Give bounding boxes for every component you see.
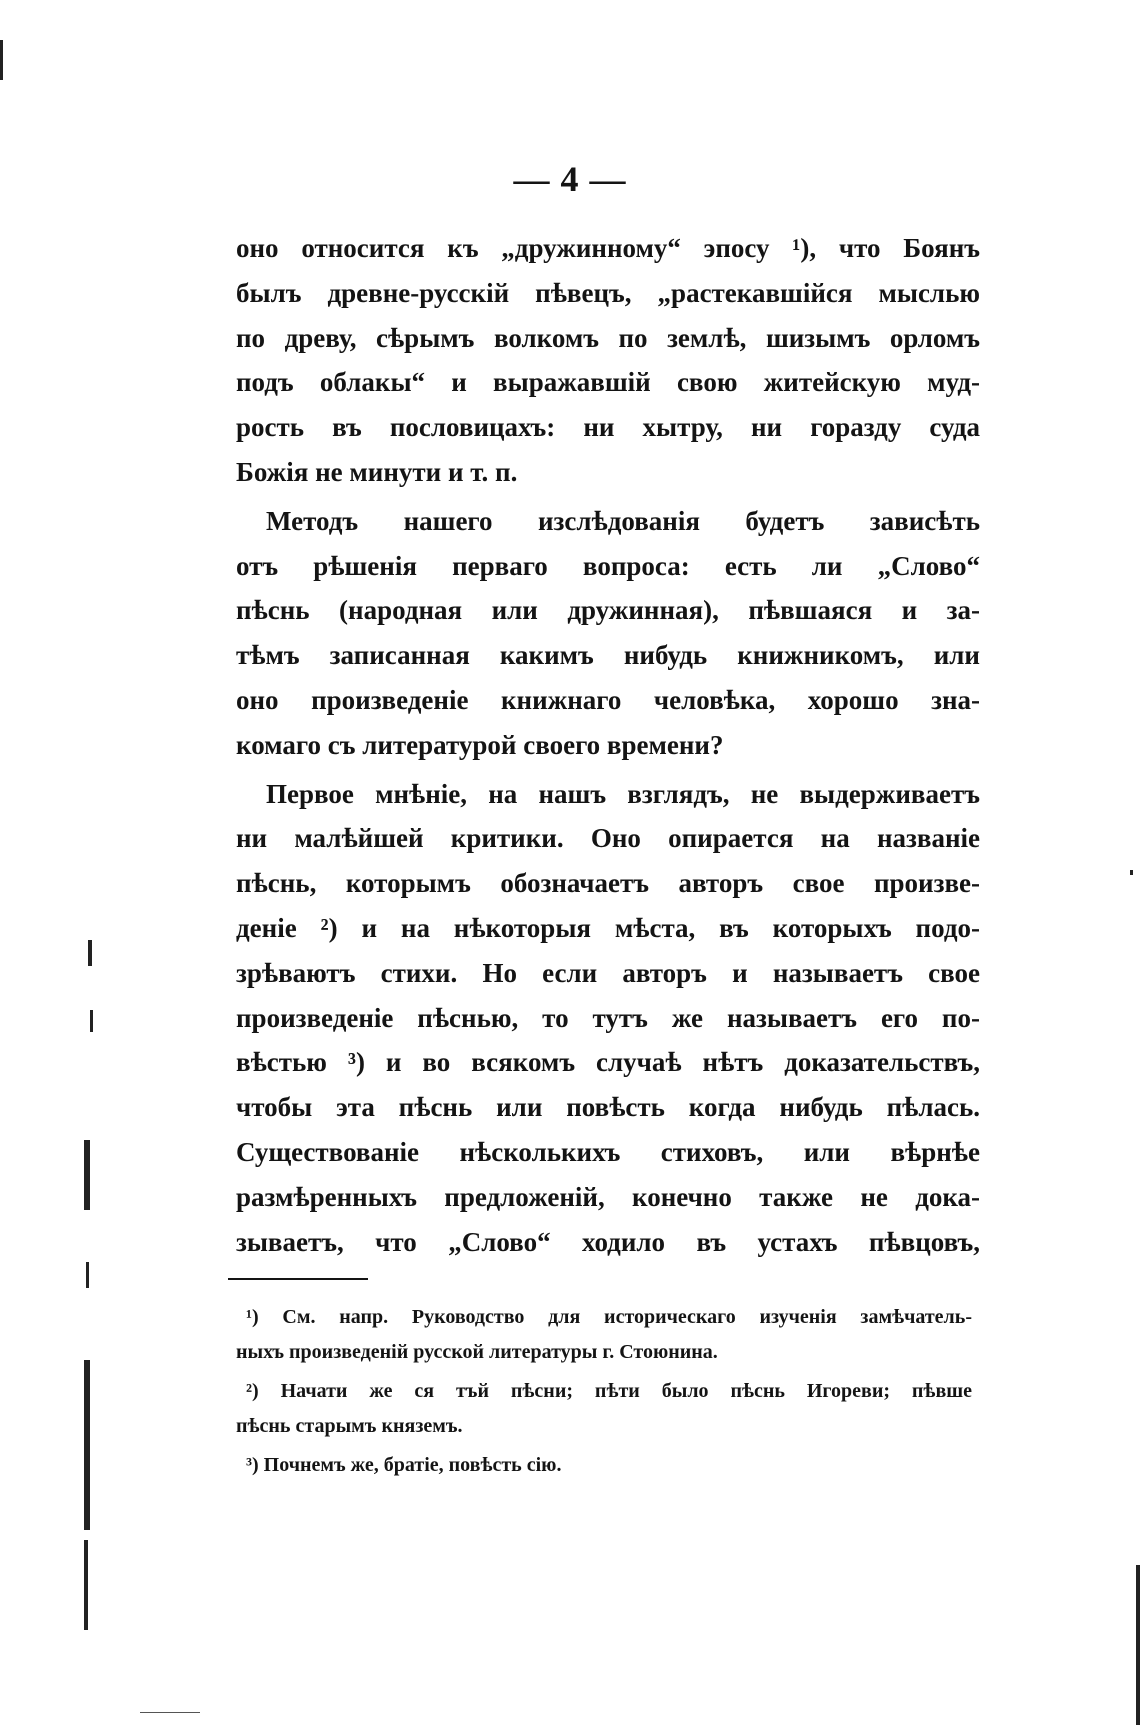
text-line: вѣстью ³) и во всякомъ случаѣ нѣтъ доказательствъ, xyxy=(236,1047,980,1078)
paragraph-3 xyxy=(236,772,980,1265)
text-line: зываетъ, что „Слово“ ходило въ устахъ пѣвцовъ, xyxy=(236,1226,980,1257)
text-line: былъ древне-русскій пѣвецъ, „растекавшійся мыслью xyxy=(236,277,980,308)
text-line: ни малѣйшей критики. Оно опирается на названіе xyxy=(236,823,980,854)
text-line: комаго съ литературой своего времени? xyxy=(236,729,724,760)
scan-edge-bottom xyxy=(140,1712,200,1713)
text-line: пѣснь (народная или дружинная), пѣвшаяся и за- xyxy=(236,595,980,626)
scan-edge-left xyxy=(0,40,3,80)
scan-artifact xyxy=(86,1262,89,1288)
text-line: отъ рѣшенія перваго вопроса: есть ли „Слово“ xyxy=(236,550,980,581)
scan-artifact xyxy=(88,940,92,966)
text-line: подъ облакы“ и выражавшій свою житейскую муд- xyxy=(236,367,980,398)
scan-artifact xyxy=(84,1140,90,1210)
footnote-line: ¹) См. напр. Руководство для историческаго изученія замѣчатель- xyxy=(246,1306,972,1328)
footnote-2 xyxy=(236,1374,972,1444)
footnote-line: пѣснь старымъ княземъ. xyxy=(236,1415,463,1437)
text-line: оно произведеніе книжнаго человѣка, хорошо зна- xyxy=(236,684,980,715)
text-line: Существованіе нѣсколькихъ стиховъ, или вѣрнѣе xyxy=(236,1136,980,1167)
scan-artifact xyxy=(90,1010,93,1032)
footnote-line: ³) Почнемъ же, братіе, повѣсть сію. xyxy=(246,1454,562,1476)
footnote-3 xyxy=(236,1448,972,1483)
footnote-1 xyxy=(236,1300,972,1370)
text-line: Божія не минути и т. п. xyxy=(236,456,518,487)
text-line: размѣренныхъ предложеній, конечно также не дока- xyxy=(236,1181,980,1212)
paragraph-1 xyxy=(236,226,980,495)
body-text xyxy=(236,226,980,1268)
text-line: произведеніе пѣснью, то тутъ же называетъ его по- xyxy=(236,1002,980,1033)
scan-artifact xyxy=(84,1540,88,1630)
footnote-line: ²) Начати же ся тъй пѣсни; пѣти было пѣснь Игореви; пѣвше xyxy=(246,1380,972,1402)
footnote-divider xyxy=(228,1278,368,1280)
page-number: — 4 — xyxy=(513,159,627,199)
text-line: Методъ нашего изслѣдованія будетъ зависѣть xyxy=(266,505,980,536)
text-line: тѣмъ записанная какимъ нибудь книжникомъ, или xyxy=(236,640,980,671)
text-line: оно относится къ „дружинному“ эпосу ¹), что Боянъ xyxy=(236,233,980,263)
paragraph-2 xyxy=(236,499,980,768)
scan-edge-right xyxy=(1136,1565,1140,1725)
scan-artifact xyxy=(1130,870,1133,875)
footnote-line: ныхъ произведеній русской литературы г. Стоюнина. xyxy=(236,1341,718,1363)
text-line: Первое мнѣніе, на нашъ взглядъ, не выдерживаетъ xyxy=(266,778,980,809)
text-line: чтобы эта пѣснь или повѣсть когда нибудь пѣлась. xyxy=(236,1092,980,1123)
text-line: пѣснь, которымъ обозначаетъ авторъ свое произве- xyxy=(236,868,980,899)
text-line: рость въ пословицахъ: ни хытру, ни горазду суда xyxy=(236,412,980,443)
footnotes xyxy=(236,1300,972,1487)
text-line: по древу, сѣрымъ волкомъ по землѣ, шизымъ орломъ xyxy=(236,322,980,353)
text-line: зрѣваютъ стихи. Но если авторъ и называетъ свое xyxy=(236,957,980,988)
text-line: деніе ²) и на нѣкоторыя мѣста, въ которыхъ подо- xyxy=(236,912,980,943)
scan-artifact xyxy=(84,1360,90,1530)
